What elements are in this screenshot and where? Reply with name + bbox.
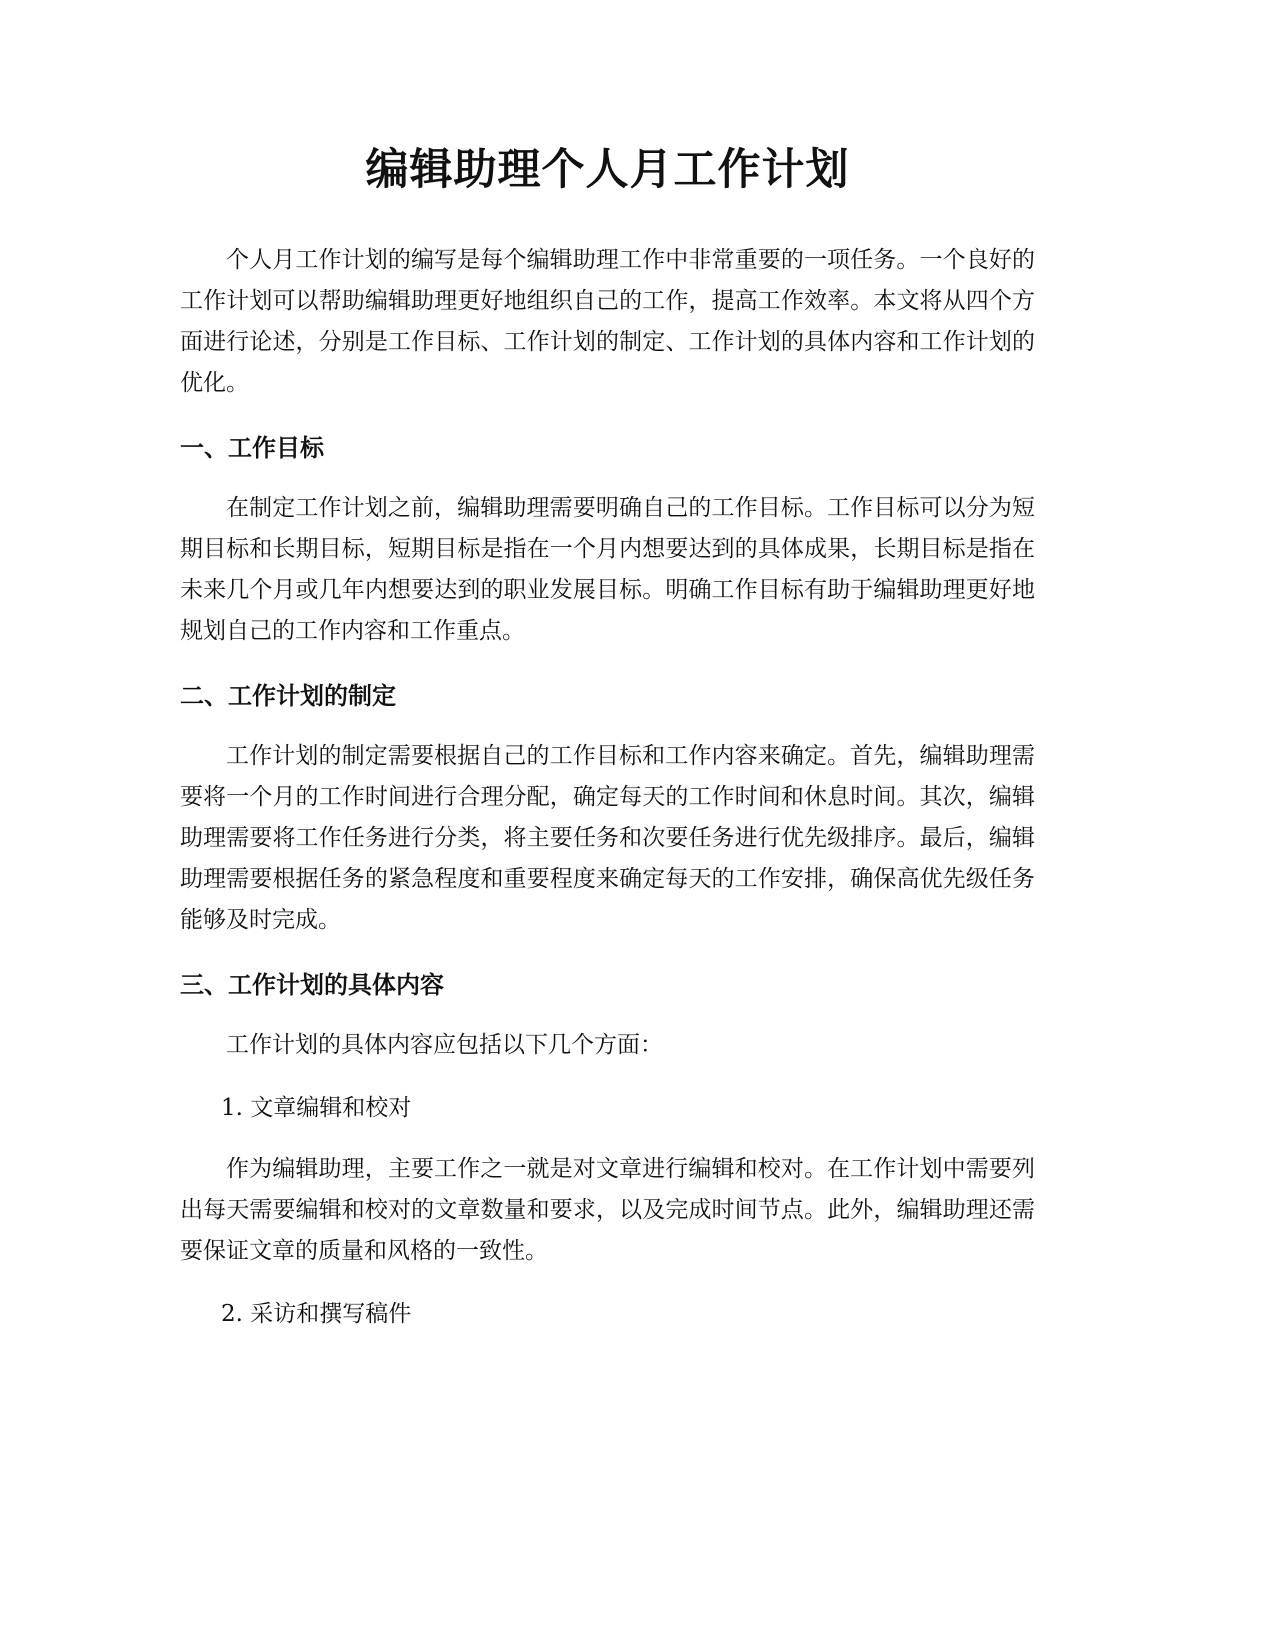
document-title: 编辑助理个人月工作计划 bbox=[365, 145, 850, 195]
list-item-interviews: 2. 采访和撰写稿件 bbox=[221, 1301, 412, 1327]
section-heading-goals: 一、工作目标 bbox=[180, 434, 324, 462]
list-item-editing: 1. 文章编辑和校对 bbox=[221, 1095, 412, 1121]
section-heading-planning: 二、工作计划的制定 bbox=[180, 682, 396, 710]
section-body-goals: 在制定工作计划之前，编辑助理需要明确自己的工作目标。工作目标可以分为短期目标和长期目标，短期目标是指在一个月内想要达到的具体成果，长期目标是指在未来几个月或几年内想要达到的职业发展目标。明确工作目标有助于编辑助理更好地规划自己的工作内容和工作重点。 bbox=[180, 495, 1035, 644]
document-page bbox=[180, 140, 1035, 1355]
section-heading-content: 三、工作计划的具体内容 bbox=[180, 971, 444, 999]
intro-paragraph: 个人月工作计划的编写是每个编辑助理工作中非常重要的一项任务。一个良好的工作计划可以帮助编辑助理更好地组织自己的工作，提高工作效率。本文将从四个方面进行论述，分别是工作目标、工作计划的制定、工作计划的具体内容和工作计划的优化。 bbox=[180, 247, 1035, 396]
section-intro-content: 工作计划的具体内容应包括以下几个方面： bbox=[226, 1032, 663, 1058]
section-body-planning: 工作计划的制定需要根据自己的工作目标和工作内容来确定。首先，编辑助理需要将一个月的工作时间进行合理分配，确定每天的工作时间和休息时间。其次，编辑助理需要将工作任务进行分类，将主要任务和次要任务进行优先级排序。最后，编辑助理需要根据任务的紧急程度和重要程度来确定每天的工作安排，确保高优先级任务能够及时完成。 bbox=[180, 743, 1035, 933]
list-item-editing-body: 作为编辑助理，主要工作之一就是对文章进行编辑和校对。在工作计划中需要列出每天需要编辑和校对的文章数量和要求，以及完成时间节点。此外，编辑助理还需要保证文章的质量和风格的一致性。 bbox=[180, 1156, 1035, 1264]
